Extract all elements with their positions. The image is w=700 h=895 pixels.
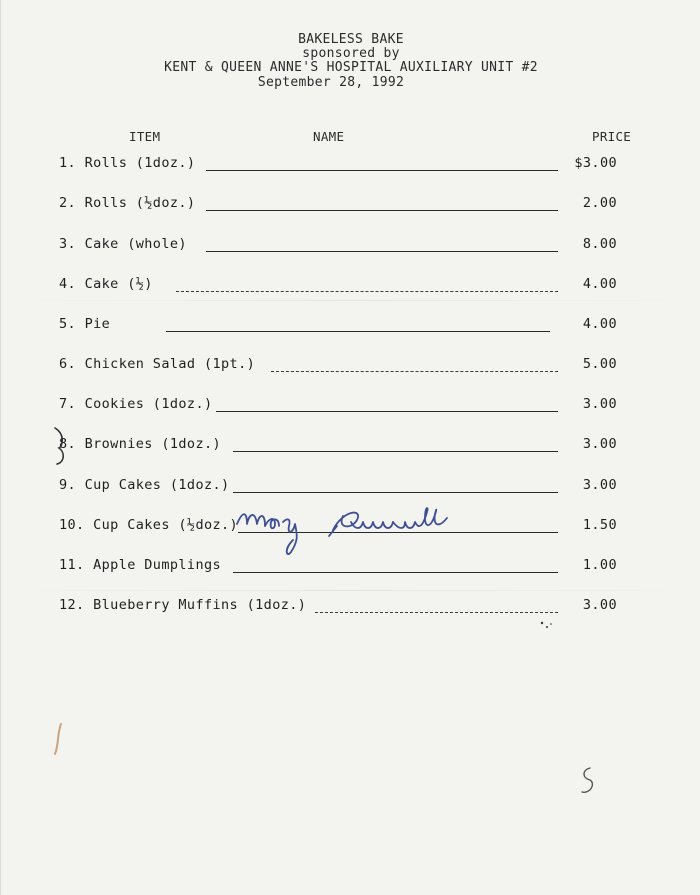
item-label: 8. Brownies (1doz.) <box>59 436 222 452</box>
item-price: 2.00 <box>582 195 617 211</box>
item-label: 4. Cake (½) <box>59 276 153 292</box>
item-price: 3.00 <box>582 436 617 452</box>
list-item <box>1 316 700 342</box>
name-blank-line <box>176 291 558 292</box>
fold-crease <box>1 590 700 591</box>
item-price: 1.00 <box>582 557 617 573</box>
event-date: September 28, 1992 <box>257 75 405 90</box>
item-label: 3. Cake (whole) <box>59 236 187 252</box>
name-blank-line <box>206 170 558 171</box>
sponsored-line: sponsored by <box>302 46 400 61</box>
name-blank-line <box>271 371 558 372</box>
item-price: 4.00 <box>582 276 617 292</box>
item-price: 8.00 <box>582 236 617 252</box>
pencil-mark <box>576 764 598 798</box>
list-item <box>1 356 700 382</box>
list-item <box>1 236 700 262</box>
ink-speck <box>537 618 557 634</box>
item-label: 6. Chicken Salad (1pt.) <box>59 356 256 372</box>
item-price: 5.00 <box>582 356 617 372</box>
item-label: 1. Rolls (1doz.) <box>59 155 196 171</box>
list-item <box>1 597 700 623</box>
item-price: $3.00 <box>574 155 617 171</box>
stain-mark <box>51 720 67 760</box>
name-blank-line <box>206 251 558 252</box>
name-blank-line <box>233 492 558 493</box>
name-blank-line <box>315 612 558 613</box>
column-header-price: PRICE <box>592 129 632 144</box>
item-label: 10. Cup Cakes (½doz.) <box>59 517 239 533</box>
list-item <box>1 396 700 422</box>
column-header-name: NAME <box>313 129 345 144</box>
sponsor-organization: KENT & QUEEN ANNE'S HOSPITAL AUXILIARY UNIT #2 <box>164 60 538 75</box>
list-item <box>1 195 700 221</box>
list-item <box>1 557 700 583</box>
column-header-item: ITEM <box>129 129 161 144</box>
item-label: 7. Cookies (1doz.) <box>59 396 213 412</box>
item-price: 1.50 <box>582 517 617 533</box>
name-blank-line <box>233 572 558 573</box>
item-price: 3.00 <box>582 396 617 412</box>
handwritten-signature <box>233 500 483 560</box>
item-label: 11. Apple Dumplings <box>59 557 222 573</box>
item-label: 9. Cup Cakes (1doz.) <box>59 477 230 493</box>
event-title: BAKELESS BAKE <box>298 32 404 47</box>
name-blank-line <box>233 451 558 452</box>
item-price: 3.00 <box>582 477 617 493</box>
name-blank-line <box>216 411 558 412</box>
item-price: 3.00 <box>582 597 617 613</box>
list-item <box>1 276 700 302</box>
list-item <box>1 436 700 462</box>
item-price: 4.00 <box>582 316 617 332</box>
item-label: 5. Pie <box>59 316 111 332</box>
item-label: 2. Rolls (½doz.) <box>59 195 196 211</box>
bracket-mark <box>51 424 71 468</box>
item-label: 12. Blueberry Muffins (1doz.) <box>59 597 307 613</box>
list-item <box>1 155 700 181</box>
name-blank-line <box>206 210 558 211</box>
name-blank-line <box>166 331 550 332</box>
